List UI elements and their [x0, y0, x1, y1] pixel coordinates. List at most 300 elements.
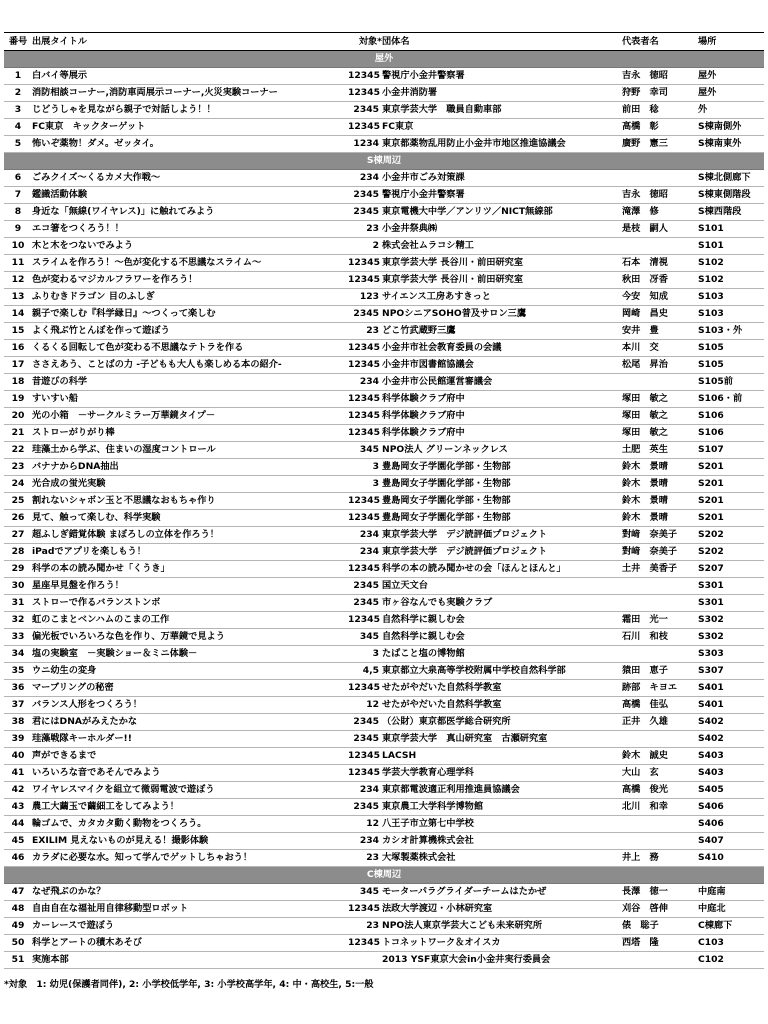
cell-number: 15	[4, 323, 32, 340]
cell-title: スライムを作ろう！～色が変化する不思議なスライム～	[32, 255, 348, 272]
cell-place: S201	[698, 459, 764, 476]
cell-place: S102	[698, 255, 764, 272]
cell-title: バランス人形をつくろう！	[32, 697, 348, 714]
table-row	[4, 289, 764, 306]
table-row	[4, 85, 764, 102]
cell-representative: 岡崎 昌史	[622, 306, 698, 323]
header-organization: 団体名	[382, 33, 622, 51]
cell-target: 12345	[348, 340, 382, 357]
cell-number: 21	[4, 425, 32, 442]
cell-title: ごみクイズ～くるカメ大作戦～	[32, 170, 348, 187]
cell-number: 44	[4, 816, 32, 833]
cell-representative: 高橋 俊光	[622, 782, 698, 799]
cell-organization: 自然科学に親しむ会	[382, 612, 622, 629]
cell-target: 2345	[348, 306, 382, 323]
cell-place: S303	[698, 646, 764, 663]
cell-representative: 松尾 昇治	[622, 357, 698, 374]
cell-number: 5	[4, 136, 32, 153]
cell-target: 12345	[348, 765, 382, 782]
cell-title: 親子で楽しむ『科学縁日』～つくって楽しむ	[32, 306, 348, 323]
cell-representative	[622, 170, 698, 187]
cell-number: 27	[4, 527, 32, 544]
cell-representative: 鈴木 景晴	[622, 476, 698, 493]
cell-target: 12345	[348, 391, 382, 408]
table-row	[4, 238, 764, 255]
cell-representative: 猿田 恵子	[622, 663, 698, 680]
table-row	[4, 374, 764, 391]
cell-representative: 長澤 徳一	[622, 884, 698, 901]
cell-organization: 国立天文台	[382, 578, 622, 595]
cell-place: S401	[698, 680, 764, 697]
cell-number: 41	[4, 765, 32, 782]
cell-target: 12345	[348, 85, 382, 102]
cell-organization: NPOシニアSOHO普及サロン三鷹	[382, 306, 622, 323]
cell-number: 3	[4, 102, 32, 119]
table-row	[4, 221, 764, 238]
table-row	[4, 612, 764, 629]
table-row	[4, 833, 764, 850]
cell-number: 13	[4, 289, 32, 306]
cell-target: 345	[348, 629, 382, 646]
table-row	[4, 799, 764, 816]
cell-place: S棟北側廊下	[698, 170, 764, 187]
cell-title: すいすい船	[32, 391, 348, 408]
cell-representative: 塚田 敏之	[622, 425, 698, 442]
table-row	[4, 476, 764, 493]
cell-number: 8	[4, 204, 32, 221]
cell-organization: 小金井祭典㈱	[382, 221, 622, 238]
cell-number: 6	[4, 170, 32, 187]
cell-place: S307	[698, 663, 764, 680]
table-row	[4, 170, 764, 187]
cell-place: S106	[698, 408, 764, 425]
cell-target: 234	[348, 833, 382, 850]
cell-target: 234	[348, 544, 382, 561]
cell-number: 26	[4, 510, 32, 527]
table-row	[4, 680, 764, 697]
table-row	[4, 629, 764, 646]
cell-target: 23	[348, 918, 382, 935]
cell-target: 2345	[348, 799, 382, 816]
cell-title: 木と木をつないでみよう	[32, 238, 348, 255]
cell-target: 2345	[348, 714, 382, 731]
cell-number: 16	[4, 340, 32, 357]
cell-title: FC東京 キックターゲット	[32, 119, 348, 136]
header-title: 出展タイトル	[32, 33, 348, 51]
cell-target: 2345	[348, 102, 382, 119]
cell-target	[348, 952, 382, 969]
cell-organization: 大塚製薬株式会社	[382, 850, 622, 867]
cell-organization: カシオ計算機株式会社	[382, 833, 622, 850]
cell-target: 3	[348, 646, 382, 663]
table-row	[4, 561, 764, 578]
cell-representative: 井上 務	[622, 850, 698, 867]
section-label: S棟周辺	[4, 153, 764, 170]
cell-number: 18	[4, 374, 32, 391]
cell-number: 42	[4, 782, 32, 799]
cell-target: 12345	[348, 357, 382, 374]
cell-target: 3	[348, 476, 382, 493]
cell-organization: 東京農工大学科学博物館	[382, 799, 622, 816]
cell-representative	[622, 374, 698, 391]
exhibit-table	[4, 32, 764, 969]
cell-organization: NPO法人 グリーンネックレス	[382, 442, 622, 459]
cell-organization: 八王子市立第七中学校	[382, 816, 622, 833]
cell-place: S105	[698, 340, 764, 357]
cell-organization: 豊島岡女子学園化学部・生物部	[382, 510, 622, 527]
table-body	[4, 51, 764, 969]
cell-place: 中庭南	[698, 884, 764, 901]
cell-organization: せたがやだいた自然科学教室	[382, 697, 622, 714]
section-label: C棟周辺	[4, 867, 764, 884]
cell-place: 屋外	[698, 68, 764, 85]
table-row	[4, 748, 764, 765]
cell-representative: 俵 聡子	[622, 918, 698, 935]
cell-title: じどうしゃを見ながら親子で対話しよう！！	[32, 102, 348, 119]
cell-organization: 科学体験クラブ府中	[382, 408, 622, 425]
cell-organization: せたがやだいた自然科学教室	[382, 680, 622, 697]
table-row	[4, 442, 764, 459]
section-row	[4, 153, 764, 170]
cell-target: 12345	[348, 425, 382, 442]
cell-representative: 對﨑 奈美子	[622, 544, 698, 561]
cell-title: 光の小箱 －サークルミラー万華鏡タイプ－	[32, 408, 348, 425]
cell-representative: 鈴木 景晴	[622, 459, 698, 476]
header-row	[4, 33, 764, 51]
cell-title: ウニ幼生の変身	[32, 663, 348, 680]
table-row	[4, 272, 764, 289]
cell-organization: 東京学芸大学 デジ読評価プロジェクト	[382, 527, 622, 544]
cell-title: EXILIM 見えないものが見える！撮影体験	[32, 833, 348, 850]
table-row	[4, 918, 764, 935]
cell-target: 12345	[348, 680, 382, 697]
cell-place: S棟西階段	[698, 204, 764, 221]
cell-number: 12	[4, 272, 32, 289]
cell-target: 12345	[348, 561, 382, 578]
cell-representative: 高橋 彰	[622, 119, 698, 136]
cell-number: 43	[4, 799, 32, 816]
cell-number: 7	[4, 187, 32, 204]
table-row	[4, 816, 764, 833]
cell-number: 4	[4, 119, 32, 136]
cell-organization: モーターパラグライダーチームはたかぜ	[382, 884, 622, 901]
table-row	[4, 850, 764, 867]
cell-title: 輪ゴムで、カタカタ動く動物をつくろう。	[32, 816, 348, 833]
cell-representative: 秋田 冴香	[622, 272, 698, 289]
cell-title: 塩の実験室 －実験ショー＆ミニ体験－	[32, 646, 348, 663]
cell-organization: 科学体験クラブ府中	[382, 425, 622, 442]
table-row	[4, 340, 764, 357]
cell-title: 科学の本の読み聞かせ「くうき」	[32, 561, 348, 578]
cell-organization: 警視庁小金井警察署	[382, 187, 622, 204]
cell-representative: 滝澤 修	[622, 204, 698, 221]
table-row	[4, 102, 764, 119]
cell-title: 昔遊びの科学	[32, 374, 348, 391]
cell-target: 234	[348, 782, 382, 799]
table-row	[4, 765, 764, 782]
cell-organization: 東京都電波適正利用推進員協議会	[382, 782, 622, 799]
cell-title: マーブリングの秘密	[32, 680, 348, 697]
cell-target: 12345	[348, 493, 382, 510]
table-row	[4, 391, 764, 408]
cell-representative: 鈴木 景晴	[622, 493, 698, 510]
cell-number: 50	[4, 935, 32, 952]
cell-title: カーレースで遊ぼう	[32, 918, 348, 935]
cell-place: S402	[698, 731, 764, 748]
table-row	[4, 731, 764, 748]
cell-number: 20	[4, 408, 32, 425]
cell-number: 31	[4, 595, 32, 612]
cell-number: 51	[4, 952, 32, 969]
cell-place: S107	[698, 442, 764, 459]
cell-place: S403	[698, 765, 764, 782]
cell-number: 37	[4, 697, 32, 714]
cell-organization: 豊島岡女子学園化学部・生物部	[382, 476, 622, 493]
cell-place: S302	[698, 612, 764, 629]
cell-organization: 豊島岡女子学園化学部・生物部	[382, 459, 622, 476]
table-row	[4, 697, 764, 714]
cell-organization: 市ヶ谷なんでも実験クラブ	[382, 595, 622, 612]
cell-number: 23	[4, 459, 32, 476]
cell-title: 怖いぞ薬物！ダメ。ゼッタイ。	[32, 136, 348, 153]
cell-place: S401	[698, 697, 764, 714]
cell-title: 虹のこまとベンハムのこまの工作	[32, 612, 348, 629]
cell-place: S407	[698, 833, 764, 850]
cell-representative: 土肥 英生	[622, 442, 698, 459]
cell-place: S102	[698, 272, 764, 289]
table-row	[4, 357, 764, 374]
cell-place: S棟南側外	[698, 119, 764, 136]
cell-representative: 跡部 キヨエ	[622, 680, 698, 697]
cell-representative: 前田 稔	[622, 102, 698, 119]
cell-target: 12	[348, 697, 382, 714]
table-row	[4, 646, 764, 663]
cell-place: S410	[698, 850, 764, 867]
cell-title: 声ができるまで	[32, 748, 348, 765]
cell-title: ストローがりがり棒	[32, 425, 348, 442]
cell-place: 中庭北	[698, 901, 764, 918]
cell-title: 白バイ等展示	[32, 68, 348, 85]
cell-organization: 小金井市図書館協議会	[382, 357, 622, 374]
table-row	[4, 782, 764, 799]
cell-organization: 小金井消防署	[382, 85, 622, 102]
cell-organization: 東京学芸大学 真山研究室 古瀬研究室	[382, 731, 622, 748]
cell-title: 農工大繭玉で繭細工をしてみよう！	[32, 799, 348, 816]
cell-title: ふりむきドラゴン 目のふしぎ	[32, 289, 348, 306]
cell-place: S106	[698, 425, 764, 442]
cell-target: 12345	[348, 612, 382, 629]
table-row	[4, 935, 764, 952]
cell-place: S棟東側階段	[698, 187, 764, 204]
cell-title: 見て、触って楽しむ、科学実験	[32, 510, 348, 527]
cell-place: S101	[698, 238, 764, 255]
cell-representative: 鈴木 誠史	[622, 748, 698, 765]
cell-representative	[622, 646, 698, 663]
cell-organization: たばこと塩の博物館	[382, 646, 622, 663]
cell-title: 星座早見盤を作ろう！	[32, 578, 348, 595]
cell-place: S棟南東外	[698, 136, 764, 153]
cell-representative: 安井 豊	[622, 323, 698, 340]
table-row	[4, 714, 764, 731]
table-row	[4, 663, 764, 680]
cell-target: 2345	[348, 187, 382, 204]
cell-title: 珪藻戦隊キーホルダー!!	[32, 731, 348, 748]
table-row	[4, 493, 764, 510]
cell-organization: 学芸大学教育心理学科	[382, 765, 622, 782]
cell-place: C103	[698, 935, 764, 952]
cell-target: 2345	[348, 578, 382, 595]
section-row	[4, 51, 764, 68]
cell-place: C102	[698, 952, 764, 969]
cell-title: 珪藻土から学ぶ、住まいの湿度コントロール	[32, 442, 348, 459]
table-row	[4, 595, 764, 612]
cell-organization: 東京学芸大学 職員自動車部	[382, 102, 622, 119]
header-number: 番号	[4, 33, 32, 51]
cell-representative	[622, 595, 698, 612]
cell-title: エコ箸をつくろう！！	[32, 221, 348, 238]
cell-target: 12345	[348, 272, 382, 289]
cell-target: 2345	[348, 731, 382, 748]
cell-title: くるくる回転して色が変わる不思議なテトラを作る	[32, 340, 348, 357]
cell-organization: サイエンス工房あすきっと	[382, 289, 622, 306]
cell-number: 10	[4, 238, 32, 255]
cell-number: 45	[4, 833, 32, 850]
cell-target: 2345	[348, 204, 382, 221]
table-row	[4, 578, 764, 595]
cell-place: 外	[698, 102, 764, 119]
cell-number: 1	[4, 68, 32, 85]
table-row	[4, 425, 764, 442]
cell-title: 君にはDNAがみえたかな	[32, 714, 348, 731]
cell-target: 12	[348, 816, 382, 833]
cell-title: 消防相談コーナー,消防車両展示コーナー,火災実験コーナー	[32, 85, 348, 102]
cell-representative: 本川 交	[622, 340, 698, 357]
cell-place: S103・外	[698, 323, 764, 340]
cell-number: 38	[4, 714, 32, 731]
cell-representative	[622, 816, 698, 833]
cell-place: S302	[698, 629, 764, 646]
table-row	[4, 136, 764, 153]
cell-representative	[622, 578, 698, 595]
cell-representative: 吉永 徳昭	[622, 187, 698, 204]
cell-place: S105	[698, 357, 764, 374]
cell-title: 光合成の蛍光実験	[32, 476, 348, 493]
table-row	[4, 255, 764, 272]
cell-place: S301	[698, 595, 764, 612]
cell-number: 30	[4, 578, 32, 595]
exhibit-list-sheet	[4, 32, 764, 969]
cell-place: S406	[698, 799, 764, 816]
cell-place: S207	[698, 561, 764, 578]
cell-target: 345	[348, 442, 382, 459]
cell-title: iPadでアプリを楽しもう！	[32, 544, 348, 561]
cell-target: 23	[348, 323, 382, 340]
cell-place: 屋外	[698, 85, 764, 102]
cell-title: 超ふしぎ錯覚体験 まぼろしの立体を作ろう！	[32, 527, 348, 544]
cell-target: 234	[348, 170, 382, 187]
cell-organization: 東京学芸大学 長谷川・前田研究室	[382, 272, 622, 289]
cell-number: 47	[4, 884, 32, 901]
cell-organization: 東京学芸大学 長谷川・前田研究室	[382, 255, 622, 272]
cell-organization: どこ竹武蔵野三鷹	[382, 323, 622, 340]
cell-target: 12345	[348, 510, 382, 527]
header-representative: 代表者名	[622, 33, 698, 51]
table-row	[4, 408, 764, 425]
cell-place: S406	[698, 816, 764, 833]
cell-place: S201	[698, 510, 764, 527]
cell-target: 234	[348, 374, 382, 391]
table-row	[4, 952, 764, 969]
cell-representative	[622, 731, 698, 748]
cell-place: S405	[698, 782, 764, 799]
cell-number: 11	[4, 255, 32, 272]
cell-number: 17	[4, 357, 32, 374]
cell-place: S301	[698, 578, 764, 595]
cell-title: 割れないシャボン玉と不思議なおもちゃ作り	[32, 493, 348, 510]
cell-target: 2345	[348, 595, 382, 612]
cell-organization: 自然科学に親しむ会	[382, 629, 622, 646]
cell-target: 4,5	[348, 663, 382, 680]
cell-target: 12345	[348, 68, 382, 85]
cell-title: 実施本部	[32, 952, 348, 969]
cell-place: S202	[698, 544, 764, 561]
cell-place: S201	[698, 493, 764, 510]
cell-representative: 廣野 憲三	[622, 136, 698, 153]
cell-place: S101	[698, 221, 764, 238]
cell-number: 49	[4, 918, 32, 935]
cell-target: 234	[348, 527, 382, 544]
cell-number: 46	[4, 850, 32, 867]
cell-title: ストローで作るバランストンボ	[32, 595, 348, 612]
cell-place: S103	[698, 306, 764, 323]
cell-organization: 豊島岡女子学園化学部・生物部	[382, 493, 622, 510]
cell-number: 32	[4, 612, 32, 629]
cell-organization: トコネットワーク＆オイスカ	[382, 935, 622, 952]
cell-number: 14	[4, 306, 32, 323]
cell-target: 23	[348, 850, 382, 867]
cell-title: 科学とアートの積木あそび	[32, 935, 348, 952]
cell-representative: 霜田 光一	[622, 612, 698, 629]
cell-title: ワイヤレスマイクを組立て微弱電波で遊ぼう	[32, 782, 348, 799]
cell-number: 29	[4, 561, 32, 578]
cell-target: 12345	[348, 748, 382, 765]
table-row	[4, 510, 764, 527]
cell-target: 3	[348, 459, 382, 476]
cell-number: 19	[4, 391, 32, 408]
cell-place: S202	[698, 527, 764, 544]
cell-number: 48	[4, 901, 32, 918]
cell-representative: 正井 久雄	[622, 714, 698, 731]
cell-title: バナナからDNA抽出	[32, 459, 348, 476]
cell-organization: 科学の本の読み聞かせの会「ほんとほんと」	[382, 561, 622, 578]
cell-organization: 東京都立大泉高等学校附属中学校自然科学部	[382, 663, 622, 680]
cell-representative: 吉永 徳昭	[622, 68, 698, 85]
cell-representative: 大山 玄	[622, 765, 698, 782]
table-row	[4, 544, 764, 561]
cell-organization: 法政大学渡辺・小林研究室	[382, 901, 622, 918]
cell-place: S403	[698, 748, 764, 765]
cell-title: ささえあう、ことばの力 -子どもも大人も楽しめる本の紹介-	[32, 357, 348, 374]
cell-representative: 今安 知成	[622, 289, 698, 306]
cell-organization: 小金井市公民館運営審議会	[382, 374, 622, 391]
cell-representative	[622, 833, 698, 850]
table-row	[4, 119, 764, 136]
cell-representative: 石本 清視	[622, 255, 698, 272]
cell-target: 23	[348, 221, 382, 238]
cell-title: 身近な「無線(ワイヤレス)」に触れてみよう	[32, 204, 348, 221]
cell-title: なぜ飛ぶのかな？	[32, 884, 348, 901]
cell-number: 34	[4, 646, 32, 663]
